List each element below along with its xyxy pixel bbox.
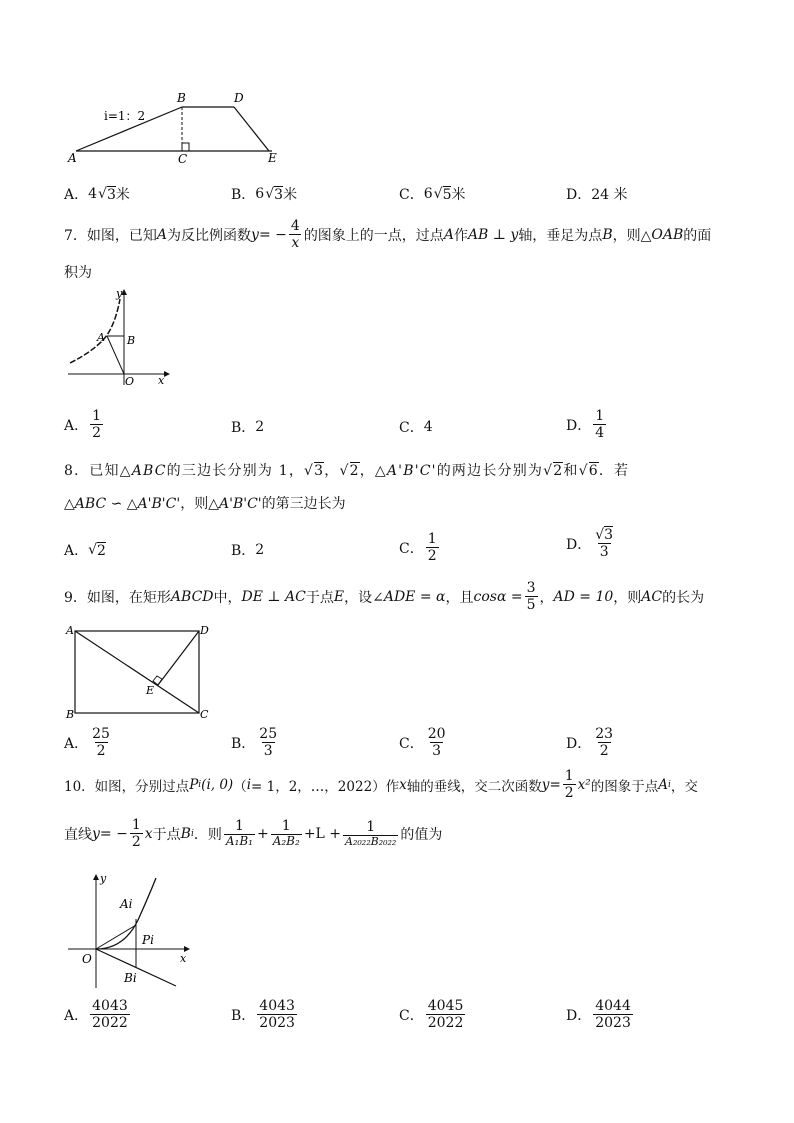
q10-stem-line2: 直线 y = − $\frac{1}{2}$ x 于点 B i ．则 $\frac{1}{\text{A₁B₁}}$ + $\frac{1}{\text{A₂B₂}}$ +L + $\frac{1}{\text{A₂₀₂₂B₂₀₂₂}}$ 的值为 (64, 817, 443, 851)
point-c-label: C (200, 708, 209, 721)
point-d-label: D (234, 91, 244, 105)
ai-label: Ai (120, 897, 133, 911)
q10-option-c[interactable]: C． $\frac{4045}{2022}$ (399, 998, 464, 1032)
y-axis-label: y (116, 287, 123, 300)
point-b-label: B (127, 334, 136, 347)
q9-option-a[interactable]: A． $\frac{25}{2}$ (64, 726, 110, 760)
q7-option-d[interactable]: D． $\frac{1}{4}$ (566, 408, 605, 442)
q9-option-c[interactable]: C． $\frac{20}{3}$ (399, 726, 446, 760)
q8-option-a[interactable]: A． √ 2 (64, 542, 106, 559)
x-axis-label: x (180, 952, 187, 965)
q8-stem: 8．已知△ABC的三边长分别为 1，√3，√2，△A'B'C'的两边长分别为√2和√6．若 (64, 463, 630, 479)
point-a-label: A (97, 331, 105, 344)
pi-label: Pi (142, 933, 154, 947)
point-d-label: D (200, 624, 209, 637)
q10-option-b[interactable]: B． $\frac{4043}{2023}$ (231, 998, 295, 1032)
point-a-label: A (68, 151, 77, 165)
q9-option-d[interactable]: D． $\frac{23}{2}$ (566, 726, 614, 760)
q10-option-a[interactable]: A． $\frac{4043}{2022}$ (64, 998, 128, 1032)
bi-label: Bi (124, 971, 137, 985)
point-b-label: B (177, 91, 186, 105)
origin-label: O (82, 952, 92, 966)
q10-stem: 10．如图，分别过点 P i (i, 0) （ i = 1，2，…，2022）作 x 轴的垂线，交二次函数 y = $\frac{1}{2}$ x² 的图象于点 A i ，交 (64, 768, 698, 802)
q7-stem-line2: 积为 (64, 265, 92, 281)
q7-stem: 7．如图，已知 A 为反比例函数 y = − $\frac{4}{x}$ 的图象上的一点，过点 A 作 AB ⊥ y 轴，垂足为点 B ，则△ OAB 的面 (64, 218, 712, 252)
q6-figure (64, 88, 294, 168)
slope-label: i=1：2 (104, 109, 146, 123)
q7-figure (64, 285, 176, 390)
q8-option-d[interactable]: D． $\frac{√3}{3}$ (566, 527, 614, 561)
q8-option-c[interactable]: C． $\frac{1}{2}$ (399, 531, 437, 565)
q8-option-b[interactable]: B． 2 (231, 542, 265, 559)
origin-label: O (125, 375, 135, 388)
q9-figure (64, 622, 214, 722)
q7-option-c[interactable]: C． 4 (399, 419, 433, 436)
q10-option-d[interactable]: D． $\frac{4044}{2023}$ (566, 998, 631, 1032)
q9-stem: 9．如图，在矩形 ABCD 中， DE ⊥ AC 于点 E ，设∠ ADE = α ，且 cosα = $\frac{3}{5}$ ， AD = 10 ，则 AC 的长为 (64, 580, 705, 614)
q8-stem-line2: △ABC ∽ △A'B'C'，则△A'B'C'的第三边长为 (64, 496, 346, 512)
q10-figure (64, 870, 194, 995)
x-axis-label: x (158, 374, 165, 387)
point-b-label: B (66, 708, 75, 721)
q6-option-c[interactable]: C． 6 √ 5 米 (399, 186, 466, 203)
q6-option-d[interactable]: D． 24 米 (566, 187, 628, 203)
q9-option-b[interactable]: B． $\frac{25}{3}$ (231, 726, 278, 760)
point-e-label: E (268, 151, 277, 165)
q6-option-a[interactable]: A． 4 √ 3 米 (64, 186, 130, 203)
y-axis-label: y (100, 872, 107, 885)
point-e-label: E (146, 684, 155, 697)
point-c-label: C (178, 152, 188, 166)
q7-option-b[interactable]: B． 2 (231, 419, 265, 436)
q6-option-b[interactable]: B． 6 √ 3 米 (231, 186, 298, 203)
point-a-label: A (66, 624, 74, 637)
q7-option-a[interactable]: A． $\frac{1}{2}$ (64, 408, 102, 442)
